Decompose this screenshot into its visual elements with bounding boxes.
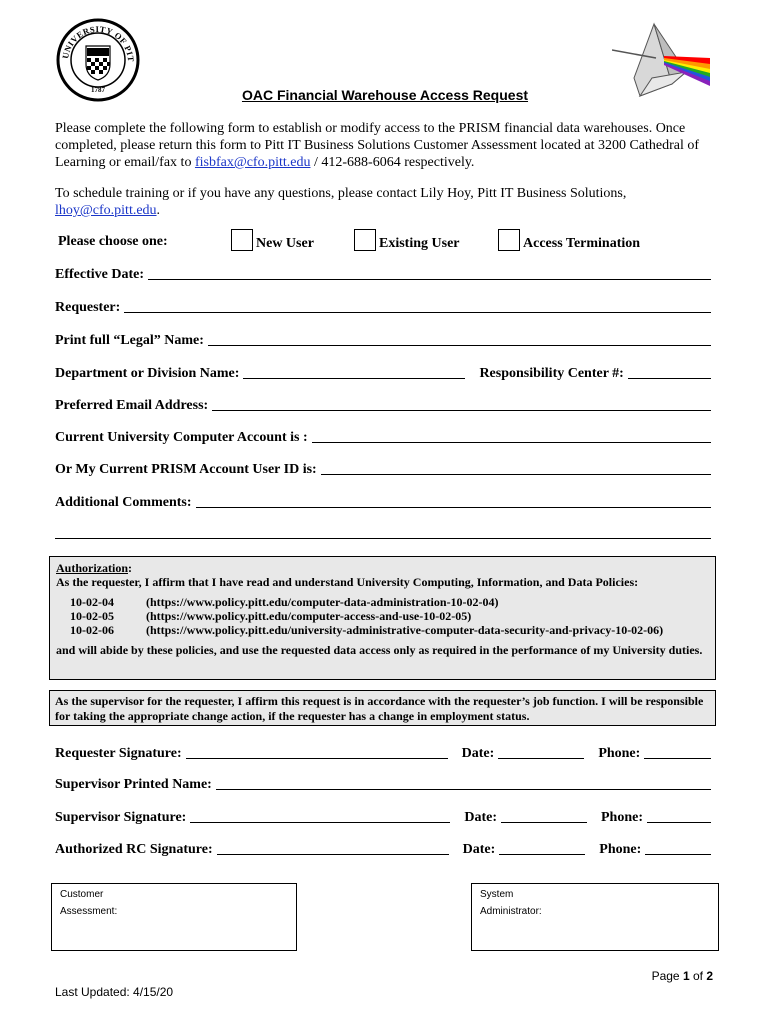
intro-text-end: / 412-688-6064 respectively. <box>310 155 475 170</box>
authorized-rc-input[interactable] <box>217 842 449 855</box>
access-termination-label: Access Termination <box>523 236 641 251</box>
requester-field <box>55 298 711 316</box>
responsibility-center-label: Responsibility Center #: <box>479 366 624 381</box>
policy-url: (https://www.policy.pitt.edu/university-administrative-computer-data-security-and-privacy-10-02-06) <box>146 623 664 637</box>
authorized-rc-label: Authorized RC Signature: <box>55 842 213 857</box>
requester-signature-label: Requester Signature: <box>55 746 182 761</box>
supervisor-signature-row <box>55 808 711 826</box>
access-termination-checkbox[interactable] <box>498 229 520 251</box>
contact-suffix: . <box>156 203 161 218</box>
date-label: Date: <box>462 842 496 857</box>
requester-phone-input[interactable] <box>644 746 711 759</box>
phone-label: Phone: <box>599 842 642 857</box>
policy-row <box>70 623 709 637</box>
page-number <box>652 969 713 983</box>
supervisor-printed-row <box>55 775 711 793</box>
supervisor-printed-input[interactable] <box>216 777 711 790</box>
policy-url: (https://www.policy.pitt.edu/computer-access-and-use-10-02-05) <box>146 609 472 623</box>
comments-field <box>55 493 711 511</box>
authorized-rc-row <box>55 840 711 858</box>
intro-paragraph <box>55 120 715 171</box>
policy-code: 10-02-04 <box>70 595 114 609</box>
email-input[interactable] <box>212 398 711 411</box>
svg-text:1787: 1787 <box>91 86 105 94</box>
option-existing-user[interactable] <box>354 229 460 252</box>
existing-user-label: Existing User <box>379 236 460 251</box>
supervisor-printed-label: Supervisor Printed Name: <box>55 777 212 792</box>
contact-text: To schedule training or if you have any questions, please contact Lily Hoy, Pitt IT Business Solutions, <box>55 186 627 201</box>
supervisor-phone-input[interactable] <box>647 810 711 823</box>
customer-assessment-label-2: Assessment: <box>60 906 118 917</box>
policy-row <box>70 595 709 609</box>
department-field <box>55 364 711 382</box>
authorization-heading <box>56 561 709 575</box>
supervisor-statement-box: As the supervisor for the requester, I affirm this request is in accordance with the requester’s job function. I will be responsible for taking the appropriate change action, if the requester has a change in employment status. <box>49 690 716 726</box>
phone-label: Phone: <box>601 810 643 825</box>
system-administrator-box[interactable] <box>471 883 719 951</box>
new-user-checkbox[interactable] <box>231 229 253 251</box>
supervisor-signature-label: Supervisor Signature: <box>55 810 187 825</box>
date-label: Date: <box>464 810 497 825</box>
department-input[interactable] <box>243 366 465 379</box>
authorization-colon: : <box>128 561 132 575</box>
page-prefix: Page <box>651 969 683 983</box>
authorized-rc-phone-input[interactable] <box>645 842 711 855</box>
existing-user-checkbox[interactable] <box>354 229 376 251</box>
policy-code: 10-02-05 <box>70 609 114 623</box>
requester-input[interactable] <box>124 300 711 313</box>
phone-label: Phone: <box>598 746 641 761</box>
email-label: Preferred Email Address: <box>55 398 209 413</box>
comments-input-line-2[interactable] <box>55 526 711 539</box>
effective-date-field <box>55 265 711 283</box>
form-title: OAC Financial Warehouse Access Request <box>241 87 529 103</box>
effective-date-input[interactable] <box>148 267 711 280</box>
email-field <box>55 396 711 414</box>
option-new-user[interactable] <box>231 229 314 252</box>
new-user-label: New User <box>256 236 314 251</box>
fax-email-link[interactable]: fisbfax@cfo.pitt.edu <box>194 155 311 170</box>
page-total: 2 <box>706 969 713 983</box>
computer-account-label: Current University Computer Account is : <box>55 430 308 445</box>
supervisor-signature-input[interactable] <box>190 810 450 823</box>
comments-field-line-2 <box>55 524 711 542</box>
department-label: Department or Division Name: <box>55 366 240 381</box>
computer-account-input[interactable] <box>312 430 711 443</box>
option-access-termination[interactable] <box>498 229 640 252</box>
prism-id-label: Or My Current PRISM Account User ID is: <box>55 462 317 477</box>
effective-date-label: Effective Date: <box>55 267 145 282</box>
requester-date-input[interactable] <box>498 746 584 759</box>
prism-id-input[interactable] <box>321 462 711 475</box>
computer-account-field <box>55 428 711 446</box>
responsibility-center-input[interactable] <box>628 366 711 379</box>
authorization-statement: As the requester, I affirm that I have read and understand University Computing, Information, and Data Policies: <box>56 575 639 589</box>
authorized-rc-date-input[interactable] <box>499 842 585 855</box>
authorization-closing: and will abide by these policies, and use the requested data access only as required in the performance of my University duties. <box>56 643 703 657</box>
svg-text:UNIVERSITY OF PITTSBURGH: UNIVERSITY OF PIT <box>60 23 137 63</box>
page-middle: of <box>689 969 707 983</box>
choose-label: Please choose one: <box>58 234 168 249</box>
intro-text: Please complete the following form to establish or modify access to the PRISM financial data warehouses. Once completed, please return this form to Pitt IT Business Solutions Customer Assessment located at 3200 Cathedral of Learning or email/fax to <box>55 121 700 170</box>
customer-assessment-label-1: Customer <box>60 889 104 900</box>
customer-assessment-box[interactable] <box>51 883 297 951</box>
requester-signature-row <box>55 744 711 762</box>
comments-label: Additional Comments: <box>55 495 192 510</box>
system-administrator-label-1: System <box>480 889 514 900</box>
policy-code: 10-02-06 <box>70 623 114 637</box>
supervisor-date-input[interactable] <box>501 810 587 823</box>
requester-label: Requester: <box>55 300 121 315</box>
last-updated: Last Updated: 4/15/20 <box>55 985 174 999</box>
contact-paragraph <box>55 185 715 219</box>
policy-url: (https://www.policy.pitt.edu/computer-data-administration-10-02-04) <box>146 595 499 609</box>
contact-email-link[interactable]: lhoy@cfo.pitt.edu <box>55 203 157 218</box>
prism-id-field <box>55 460 711 478</box>
legal-name-input[interactable] <box>208 333 711 346</box>
requester-signature-input[interactable] <box>186 746 448 759</box>
page-current: 1 <box>682 969 690 983</box>
date-label: Date: <box>461 746 495 761</box>
authorization-title: Authorization <box>56 561 128 575</box>
legal-name-field <box>55 331 711 349</box>
comments-input[interactable] <box>196 495 711 508</box>
system-administrator-label-2: Administrator: <box>480 906 542 917</box>
legal-name-label: Print full “Legal” Name: <box>55 333 204 348</box>
authorization-box <box>49 556 716 680</box>
policy-row <box>70 609 709 623</box>
